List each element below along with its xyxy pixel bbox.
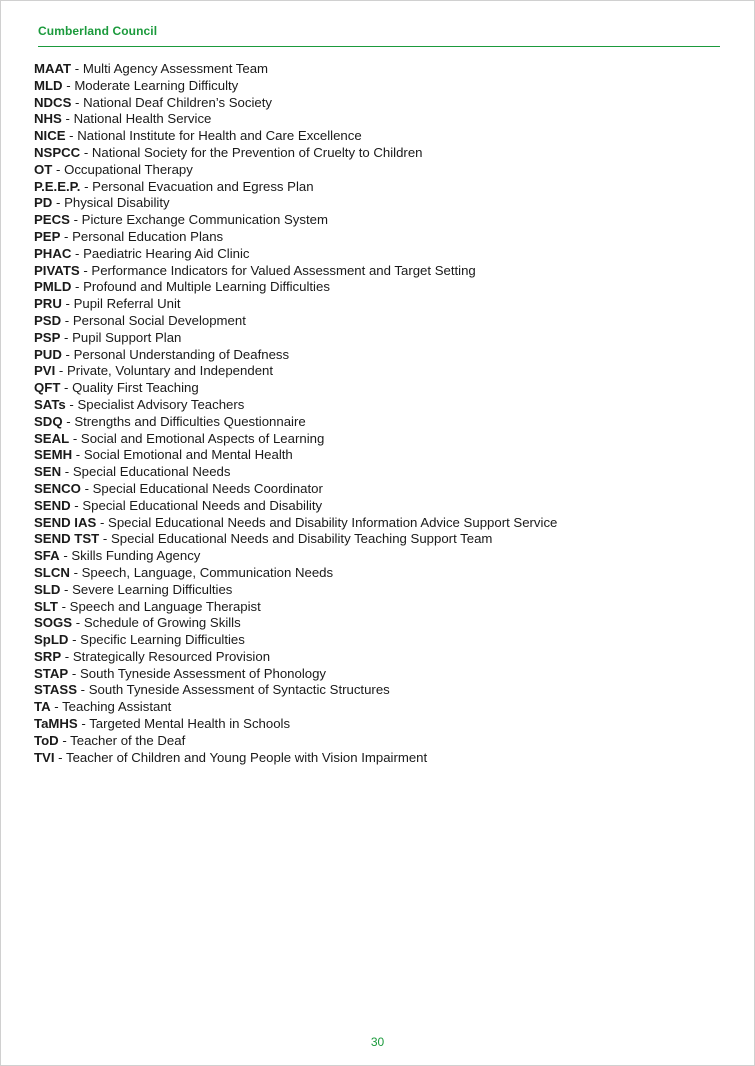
glossary-item xyxy=(34,263,734,280)
glossary-item xyxy=(34,330,734,347)
glossary-term: SpLD xyxy=(34,632,69,648)
glossary-term: SEND xyxy=(34,497,71,513)
glossary-item xyxy=(34,599,734,616)
glossary-item xyxy=(34,111,734,128)
glossary-item xyxy=(34,229,734,246)
glossary-term: PVI xyxy=(34,363,56,379)
glossary-definition: National Society for the Prevention of Cruelty to Children xyxy=(91,144,423,160)
glossary-item xyxy=(34,649,734,666)
page-number: 30 xyxy=(370,1035,385,1049)
glossary-item xyxy=(34,699,734,716)
glossary-separator: - xyxy=(58,732,71,748)
glossary-separator: - xyxy=(61,346,74,362)
glossary-term: SATs xyxy=(34,396,66,412)
glossary-term: PRU xyxy=(34,296,62,312)
glossary-term: SLCN xyxy=(34,564,70,580)
glossary-separator: - xyxy=(72,615,84,631)
glossary-definition: Paediatric Hearing Aid Clinic xyxy=(83,245,250,261)
glossary-definition: Picture Exchange Communication System xyxy=(81,212,328,228)
glossary-separator: - xyxy=(61,464,73,480)
glossary-term: NSPCC xyxy=(34,144,81,160)
glossary-separator: - xyxy=(68,632,81,648)
glossary-term: TaMHS xyxy=(34,716,78,732)
glossary-separator: - xyxy=(77,682,89,698)
glossary-term: ToD xyxy=(34,732,59,748)
glossary-separator: - xyxy=(65,396,78,412)
glossary-definition: Social and Emotional Aspects of Learning xyxy=(80,430,325,446)
glossary-definition: Teacher of Children and Young People with Vision Impairment xyxy=(66,749,428,765)
glossary-item xyxy=(34,464,734,481)
glossary-definition: Teacher of the Deaf xyxy=(70,732,186,748)
glossary-term: NICE xyxy=(34,128,66,144)
glossary-item xyxy=(34,632,734,649)
glossary-definition: South Tyneside Assessment of Phonology xyxy=(79,665,327,681)
glossary-item xyxy=(34,498,734,515)
glossary-definition: Special Educational Needs and Disability Information Advice Support Service xyxy=(108,514,558,530)
glossary-term: QFT xyxy=(34,380,61,396)
glossary-separator: - xyxy=(69,564,82,580)
glossary-definition: Severe Learning Difficulties xyxy=(72,581,233,597)
glossary-item xyxy=(34,414,734,431)
glossary-separator: - xyxy=(60,380,73,396)
glossary-item xyxy=(34,582,734,599)
glossary-separator: - xyxy=(80,178,93,194)
glossary-term: PECS xyxy=(34,212,70,228)
glossary-item xyxy=(34,733,734,750)
glossary-separator: - xyxy=(70,497,83,513)
glossary-term: MAAT xyxy=(34,61,72,76)
glossary-separator: - xyxy=(99,531,111,547)
glossary-term: OT xyxy=(34,161,53,177)
glossary-term: NHS xyxy=(34,111,62,127)
glossary-term: SDQ xyxy=(34,413,63,429)
glossary-separator: - xyxy=(52,161,65,177)
glossary-item xyxy=(34,313,734,330)
glossary-definition: Profound and Multiple Learning Difficulties xyxy=(83,279,330,295)
glossary-term: PIVATS xyxy=(34,262,80,278)
glossary-item xyxy=(34,195,734,212)
glossary-item xyxy=(34,565,734,582)
glossary-definition: Speech and Language Therapist xyxy=(69,598,261,614)
glossary-definition: Social Emotional and Mental Health xyxy=(83,447,293,463)
glossary-item xyxy=(34,179,734,196)
glossary-definition: Pupil Support Plan xyxy=(72,329,182,345)
glossary-definition: Strategically Resourced Provision xyxy=(72,648,271,664)
page-header xyxy=(38,24,720,47)
glossary-separator: - xyxy=(60,228,73,244)
glossary-definition: Occupational Therapy xyxy=(64,161,193,177)
header-title: Cumberland Council xyxy=(38,24,158,38)
glossary-item xyxy=(34,666,734,683)
glossary-item xyxy=(34,347,734,364)
glossary-definition: Special Educational Needs and Disability Teaching Support Team xyxy=(110,531,493,547)
glossary-definition: Special Educational Needs Coordinator xyxy=(92,480,323,496)
glossary-separator: - xyxy=(77,716,90,732)
glossary-term: STAP xyxy=(34,665,69,681)
glossary-term: P.E.E.P. xyxy=(34,178,81,194)
glossary-item xyxy=(34,531,734,548)
glossary-item xyxy=(34,296,734,313)
glossary-item xyxy=(34,447,734,464)
glossary-item xyxy=(34,397,734,414)
glossary-item xyxy=(34,145,734,162)
glossary-definition: Personal Social Development xyxy=(72,312,246,328)
glossary-definition: Skills Funding Agency xyxy=(71,548,201,564)
glossary-separator: - xyxy=(60,581,73,597)
glossary-term: TA xyxy=(34,699,51,715)
glossary-item xyxy=(34,61,734,78)
glossary-term: PSP xyxy=(34,329,61,345)
glossary-definition: Personal Evacuation and Egress Plan xyxy=(92,178,314,194)
glossary-term: SEND IAS xyxy=(34,514,97,530)
glossary-definition: Specific Learning Difficulties xyxy=(80,632,245,648)
glossary-separator: - xyxy=(62,413,75,429)
glossary-definition: Schedule of Growing Skills xyxy=(83,615,241,631)
glossary-definition: Pupil Referral Unit xyxy=(73,296,181,312)
glossary-definition: Performance Indicators for Valued Assessment and Target Setting xyxy=(91,262,476,278)
glossary-item xyxy=(34,682,734,699)
glossary-definition: Private, Voluntary and Independent xyxy=(67,363,274,379)
glossary-term: MLD xyxy=(34,77,63,93)
glossary-term: STASS xyxy=(34,682,77,698)
glossary-item xyxy=(34,750,734,767)
glossary-separator: - xyxy=(71,245,84,261)
glossary-separator: - xyxy=(55,363,67,379)
glossary-separator: - xyxy=(61,111,74,127)
glossary-separator: - xyxy=(50,699,63,715)
glossary-separator: - xyxy=(52,195,65,211)
glossary-definition: South Tyneside Assessment of Syntactic Structures xyxy=(88,682,390,698)
glossary-item xyxy=(34,363,734,380)
glossary-separator: - xyxy=(69,212,82,228)
glossary-item xyxy=(34,279,734,296)
glossary-separator: - xyxy=(69,430,81,446)
glossary-term: PSD xyxy=(34,312,62,328)
glossary-separator: - xyxy=(61,648,73,664)
glossary-term: SEAL xyxy=(34,430,70,446)
glossary-term: SEMH xyxy=(34,447,73,463)
glossary-separator: - xyxy=(71,94,84,110)
glossary-definition: Personal Education Plans xyxy=(72,228,224,244)
glossary-definition: Personal Understanding of Deafness xyxy=(73,346,290,362)
glossary-definition: Physical Disability xyxy=(64,195,170,211)
glossary-definition: Targeted Mental Health in Schools xyxy=(89,716,291,732)
glossary-definition: National Health Service xyxy=(73,111,212,127)
glossary-definition: National Institute for Health and Care Excellence xyxy=(77,128,362,144)
glossary-separator: - xyxy=(62,77,75,93)
glossary-term: SLD xyxy=(34,581,61,597)
glossary-term: SOGS xyxy=(34,615,73,631)
glossary-separator: - xyxy=(65,128,78,144)
glossary-definition: Quality First Teaching xyxy=(72,380,199,396)
glossary-item xyxy=(34,548,734,565)
glossary-item xyxy=(34,246,734,263)
glossary-item xyxy=(34,716,734,733)
glossary-separator: - xyxy=(57,598,70,614)
glossary-item xyxy=(34,95,734,112)
glossary-separator: - xyxy=(96,514,109,530)
glossary-term: PD xyxy=(34,195,53,211)
glossary-definition: Multi Agency Assessment Team xyxy=(82,61,269,76)
glossary-term: SLT xyxy=(34,598,58,614)
glossary-separator: - xyxy=(61,296,74,312)
glossary-definition: Moderate Learning Difficulty xyxy=(74,77,239,93)
glossary-item xyxy=(34,212,734,229)
glossary-definition: Specialist Advisory Teachers xyxy=(77,396,245,412)
glossary-list xyxy=(34,61,734,766)
glossary-item xyxy=(34,162,734,179)
glossary-item xyxy=(34,128,734,145)
glossary-term: PHAC xyxy=(34,245,72,261)
glossary-definition: Special Educational Needs and Disability xyxy=(82,497,323,513)
glossary-definition: Special Educational Needs xyxy=(72,464,231,480)
glossary-separator: - xyxy=(61,312,73,328)
glossary-item xyxy=(34,431,734,448)
glossary-definition: National Deaf Children’s Society xyxy=(83,94,272,110)
glossary-item xyxy=(34,481,734,498)
glossary-term: SFA xyxy=(34,548,60,564)
glossary-separator: - xyxy=(59,548,72,564)
glossary-item xyxy=(34,615,734,632)
glossary-separator: - xyxy=(54,749,66,765)
glossary-separator: - xyxy=(68,665,80,681)
glossary-item xyxy=(34,78,734,95)
glossary-separator: - xyxy=(80,144,92,160)
glossary-item xyxy=(34,380,734,397)
glossary-item xyxy=(34,515,734,532)
glossary-term: PUD xyxy=(34,346,62,362)
glossary-term: SEND TST xyxy=(34,531,100,547)
glossary-term: PEP xyxy=(34,228,61,244)
glossary-separator: - xyxy=(79,262,92,278)
glossary-separator: - xyxy=(80,480,93,496)
glossary-term: TVI xyxy=(34,749,55,765)
glossary-term: SENCO xyxy=(34,480,81,496)
glossary-term: PMLD xyxy=(34,279,72,295)
glossary-separator: - xyxy=(72,447,84,463)
glossary-definition: Speech, Language, Communication Needs xyxy=(81,564,334,580)
glossary-term: NDCS xyxy=(34,94,72,110)
glossary-definition: Teaching Assistant xyxy=(62,699,172,715)
glossary-separator: - xyxy=(60,329,73,345)
glossary-separator: - xyxy=(71,61,83,76)
glossary-term: SRP xyxy=(34,648,62,664)
glossary-definition: Strengths and Difficulties Questionnaire xyxy=(74,413,306,429)
glossary-term: SEN xyxy=(34,464,62,480)
glossary-separator: - xyxy=(71,279,84,295)
